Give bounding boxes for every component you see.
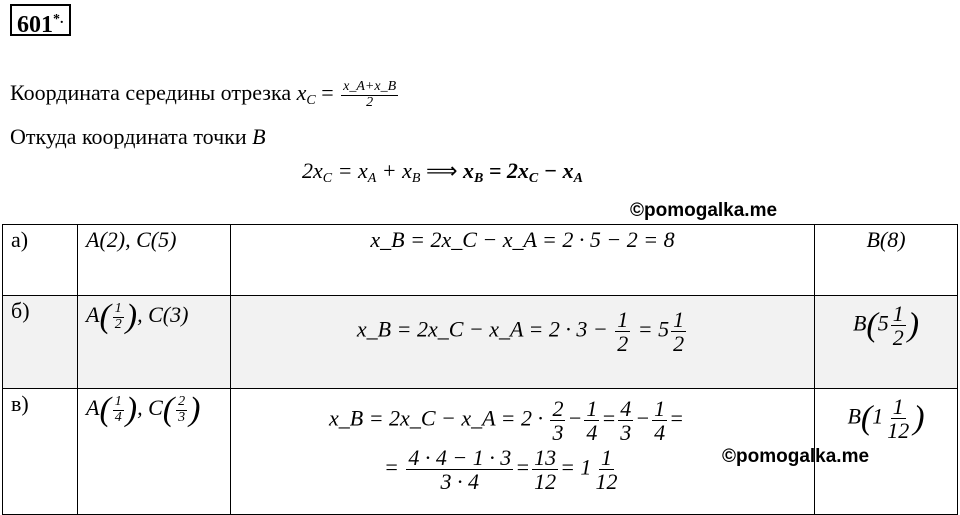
frac-num: 13: [534, 445, 557, 471]
l1-eq-2: =: [669, 405, 684, 431]
formula-lhs: 2x: [302, 158, 323, 183]
given-a-fraction: [113, 302, 124, 332]
frac-num: 1: [892, 301, 904, 326]
line2-text: Откуда координата точки: [10, 124, 247, 149]
paren-close: ): [913, 399, 925, 437]
paren-close: ): [907, 306, 920, 344]
frac-num: 1: [617, 307, 629, 332]
l1-frac-3: [618, 397, 633, 444]
formula-implies: ⟹: [420, 158, 464, 183]
l1-frac-4: [652, 397, 667, 444]
intro-frac-den: 2: [366, 94, 374, 110]
l1-frac-2: [584, 397, 599, 444]
table-row: [3, 225, 958, 296]
frac-num: 1: [114, 393, 122, 409]
answer-whole: 5: [877, 310, 889, 336]
formula-bold-sub-c: C: [528, 171, 539, 186]
row-solution: [231, 296, 815, 389]
intro-xc: x: [296, 80, 307, 106]
frac-den: 4: [114, 409, 122, 425]
watermark-bottom: ©pomogalka.me: [722, 446, 870, 467]
l1-minus: −: [567, 405, 583, 431]
problem-number-value: 601: [17, 12, 53, 38]
intro-frac-num: x_A+x_B: [343, 79, 397, 94]
l1-frac-1: [550, 397, 565, 444]
frac-num: 1: [600, 445, 612, 471]
frac-num: 2: [178, 393, 186, 409]
frac-num: 1: [654, 396, 666, 421]
main-formula: [302, 158, 583, 187]
solution-prefix: x_B = 2x_C − x_A = 2 · 3 −: [356, 316, 608, 342]
frac-den: 3: [552, 420, 564, 446]
frac-num: 1: [586, 396, 598, 421]
line-2: [10, 124, 266, 150]
paren-open: (: [99, 298, 111, 335]
given-a-fraction: [113, 395, 124, 425]
line2-point: B: [252, 124, 266, 149]
l2-frac-1: [406, 446, 513, 493]
l2-eq-2: = 1: [560, 454, 592, 480]
row-label: в): [3, 389, 78, 515]
frac-den: 2: [892, 325, 904, 351]
l1-minus-2: −: [635, 405, 651, 431]
given-a: A: [86, 302, 100, 328]
frac-den: 4: [654, 420, 666, 446]
paren-open: (: [162, 391, 175, 428]
paren-open: (: [866, 306, 878, 344]
formula-sub-c: C: [322, 171, 333, 186]
answer-whole: 1: [872, 403, 884, 429]
l2-eq: =: [515, 454, 531, 480]
solution-eq: = 5: [637, 316, 670, 342]
paren-close: ): [189, 391, 201, 428]
line1-prefix: x_B = 2x_C − x_A = 2 ·: [329, 405, 543, 431]
problem-mark: *.: [53, 12, 64, 27]
row-given: [78, 296, 231, 389]
formula-bold-minus: − x: [538, 158, 574, 183]
frac-den: 2: [114, 316, 122, 332]
solution-line-1: [239, 397, 806, 444]
solution-fraction: [615, 308, 630, 355]
answer-fraction: [885, 395, 911, 442]
frac-den: 3: [178, 409, 186, 425]
formula-bold-lhs: x: [463, 158, 475, 183]
l1-eq: =: [601, 405, 617, 431]
formula-plus: + x: [376, 158, 412, 183]
frac-den: 4: [586, 420, 598, 446]
intro-text: Координата середины отрезка: [10, 80, 292, 106]
given-c-fraction: [176, 395, 187, 425]
row-given: A(2), C(5): [78, 225, 231, 296]
formula-bold-sub-b: B: [474, 171, 484, 186]
paren-close: ): [125, 298, 138, 335]
row-label: б): [3, 296, 78, 389]
given-a: A: [86, 395, 100, 421]
row-answer: [815, 296, 958, 389]
answer-fraction: [891, 302, 906, 349]
row-given: [78, 389, 231, 515]
frac-den: 2: [673, 331, 685, 357]
watermark-top: ©pomogalka.me: [630, 200, 778, 221]
row-label: а): [3, 225, 78, 296]
l2-frac-2: [532, 446, 558, 493]
frac-num: 2: [552, 396, 564, 421]
paren-open: (: [860, 399, 873, 437]
frac-den: 12: [887, 418, 910, 444]
solution-table: [2, 224, 958, 515]
table-row: [3, 296, 958, 389]
paren-open: (: [99, 391, 111, 428]
frac-den: 2: [617, 331, 629, 357]
frac-den: 3 · 4: [440, 469, 480, 495]
problem-number: [10, 4, 71, 36]
line2-eq: =: [384, 454, 399, 480]
formula-bold-eq: = 2x: [483, 158, 529, 183]
row-solution: x_B = 2x_C − x_A = 2 · 5 − 2 = 8: [231, 225, 815, 296]
formula-sub-b: B: [411, 171, 421, 186]
formula-mid: = x: [332, 158, 368, 183]
intro-fraction: [341, 80, 398, 110]
formula-bold-sub-a: A: [573, 171, 583, 186]
intro-line: [10, 80, 400, 110]
given-c: , C(3): [137, 302, 189, 328]
paren-close: ): [125, 391, 138, 428]
answer-prefix: B: [852, 310, 867, 336]
frac-den: 12: [534, 469, 557, 495]
solution-line-2: [239, 446, 806, 493]
frac-den: 3: [620, 420, 632, 446]
intro-xc-sub: C: [306, 93, 316, 109]
frac-den: 12: [595, 469, 618, 495]
frac-num: 1: [114, 300, 122, 316]
row-answer: B(8): [815, 225, 958, 296]
solution-mixed-fraction: [671, 308, 686, 355]
intro-eq: =: [321, 80, 334, 106]
answer-prefix: B: [847, 403, 861, 429]
frac-num: 1: [673, 307, 685, 332]
frac-num: 4: [620, 396, 632, 421]
formula-sub-a: A: [367, 171, 377, 186]
frac-num: 1: [892, 394, 904, 419]
l2-frac-3: [593, 446, 619, 493]
given-c: , C: [137, 395, 163, 421]
frac-num: 4 · 4 − 1 · 3: [408, 445, 512, 471]
